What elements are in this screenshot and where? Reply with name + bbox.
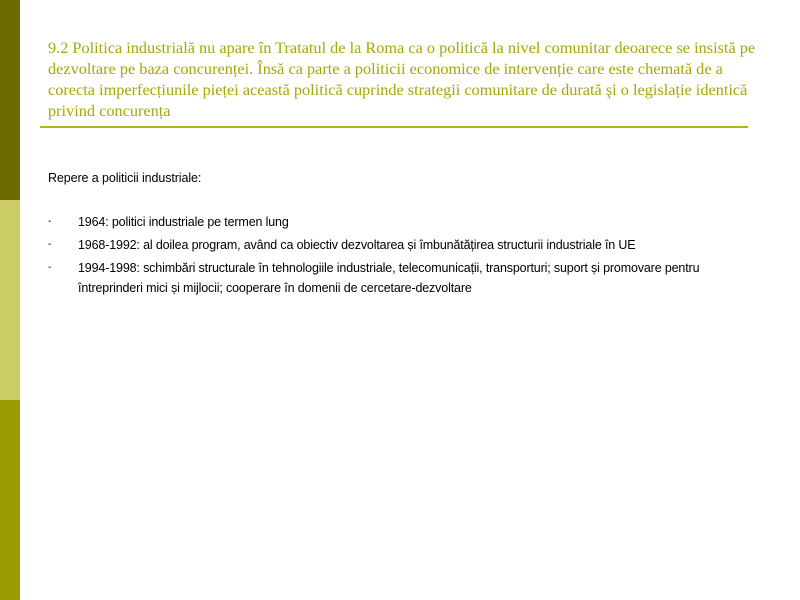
slide-title: 9.2 Politica industrială nu apare în Tratatul de la Roma ca o politică la nivel comunitar deoarece se insistă pe dezvoltare pe baza concurenței. Însă ca parte a politicii economice de intervenție care este chemată de a corecta imperfecțiunile pieței această politică cuprinde strategii comunitare de durată şi o legislație identică privind concurența — [48, 38, 756, 120]
list-item — [48, 235, 748, 255]
slide-body — [48, 168, 748, 301]
bullet-marker: - — [48, 262, 52, 273]
list-item-text: 1994-1998: schimbări structurale în tehnologiile industriale, telecomunicații, transporturi; suport și promovare pentru întreprinderi mici și mijlocii; cooperare în domenii de cercetare-dezvoltare — [78, 261, 700, 295]
list-item-text: 1964: politici industriale pe termen lung — [78, 215, 289, 229]
intro-text: Repere a politicii industriale: — [48, 171, 202, 185]
bullet-marker: - — [48, 216, 52, 227]
left-stripe-light — [0, 200, 20, 400]
list-item — [48, 212, 748, 232]
title-underline — [40, 126, 748, 128]
left-stripe-dark — [0, 0, 20, 200]
left-stripe-olive — [0, 400, 20, 600]
list-item — [48, 258, 748, 298]
list-item-text: 1968-1992: al doilea program, având ca obiectiv dezvoltarea și îmbunătățirea structurii industriale în UE — [78, 238, 636, 252]
milestone-list — [48, 212, 748, 298]
bullet-marker: - — [48, 239, 52, 250]
